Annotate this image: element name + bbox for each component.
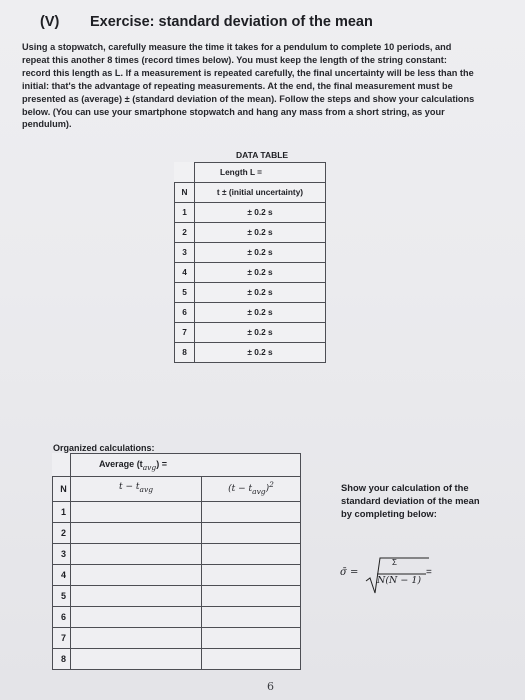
squared-deviation-cell[interactable]	[202, 565, 301, 586]
organized-calculations-table	[52, 453, 301, 670]
data-table-row	[175, 342, 326, 362]
time-measurement-cell[interactable]: ± 0.2 s	[195, 262, 326, 282]
time-measurement-cell[interactable]: ± 0.2 s	[195, 302, 326, 322]
deviation-cell[interactable]	[71, 502, 202, 523]
time-measurement-cell[interactable]: ± 0.2 s	[195, 222, 326, 242]
calc-row	[53, 628, 301, 649]
column-header-squared-deviation: $(t - t_{avg})^2$	[202, 477, 301, 502]
data-table-row	[175, 322, 326, 342]
row-number: 3	[175, 242, 195, 262]
data-table-row	[175, 262, 326, 282]
calc-row	[53, 502, 301, 523]
row-number: 3	[53, 544, 71, 565]
time-measurement-cell[interactable]: ± 0.2 s	[195, 282, 326, 302]
row-number: 2	[53, 523, 71, 544]
column-header-deviation: $t - t_{avg}$	[71, 477, 202, 502]
squared-deviation-cell[interactable]	[202, 523, 301, 544]
row-number: 6	[175, 302, 195, 322]
calc-row	[53, 649, 301, 670]
calc-row	[53, 565, 301, 586]
deviation-cell[interactable]	[71, 523, 202, 544]
row-number: 6	[53, 607, 71, 628]
row-number: 7	[53, 628, 71, 649]
formula-denominator: N(N − 1)	[377, 575, 422, 586]
row-number: 5	[53, 586, 71, 607]
calc-row	[53, 586, 301, 607]
time-measurement-cell[interactable]: ± 0.2 s	[195, 242, 326, 262]
data-table-row	[175, 202, 326, 222]
time-measurement-cell[interactable]: ± 0.2 s	[195, 342, 326, 362]
org-column-header-n: N	[53, 477, 71, 502]
row-number: 8	[175, 342, 195, 362]
formula-equals: =	[426, 567, 432, 578]
average-cell[interactable]: Average $(t_{avg})$ =	[71, 454, 301, 477]
row-number: 1	[175, 202, 195, 222]
time-measurement-cell[interactable]: ± 0.2 s	[195, 322, 326, 342]
length-label[interactable]: Length L =	[195, 163, 326, 183]
squared-deviation-cell[interactable]	[202, 502, 301, 523]
calc-row	[53, 607, 301, 628]
column-header-n: N	[175, 182, 195, 202]
data-table-row	[175, 302, 326, 322]
exercise-title: Exercise: standard deviation of the mean	[90, 14, 373, 30]
deviation-cell[interactable]	[71, 649, 202, 670]
row-number: 4	[175, 262, 195, 282]
squared-deviation-cell[interactable]	[202, 628, 301, 649]
deviation-cell[interactable]	[71, 586, 202, 607]
row-number: 4	[53, 565, 71, 586]
squared-deviation-cell[interactable]	[202, 544, 301, 565]
calc-row	[53, 544, 301, 565]
organized-calculations-title: Organized calculations:	[53, 443, 155, 453]
sd-mean-formula	[340, 555, 450, 595]
row-number: 5	[175, 282, 195, 302]
instructions-paragraph: Using a stopwatch, carefully measure the time it takes for a pendulum to complete 10 periods, and repeat this another 8 times (record times below). You must keep the length of the string constant: record this length as L. If a measurement is repeated carefully, the final uncertainty will be less than the initial: that's the advantage of repeating measurements. At the end, the final measurement must be presented as (average) ± (standard deviation of the mean). Follow the steps and show your calculations below. (You can use your smartphone stopwatch and hang any mass from a short string, as your pendulum).	[22, 42, 475, 130]
deviation-cell[interactable]	[71, 607, 202, 628]
time-measurement-cell[interactable]: ± 0.2 s	[195, 202, 326, 222]
squared-deviation-cell[interactable]	[202, 649, 301, 670]
data-table-row	[175, 242, 326, 262]
formula-numerator: Σ	[392, 558, 397, 567]
squared-deviation-cell[interactable]	[202, 607, 301, 628]
row-number: 7	[175, 322, 195, 342]
data-table-row	[175, 222, 326, 242]
data-table-title: DATA TABLE	[236, 150, 289, 160]
sd-instructions: Show your calculation of the standard deviation of the mean by completing below:	[341, 482, 480, 519]
row-number: 8	[53, 649, 71, 670]
squared-deviation-cell[interactable]	[202, 586, 301, 607]
sigma-bar-lhs: σ̄ =	[340, 567, 359, 578]
calc-row	[53, 523, 301, 544]
row-number: 2	[175, 222, 195, 242]
deviation-cell[interactable]	[71, 565, 202, 586]
column-header-time: t ± (initial uncertainty)	[195, 182, 326, 202]
data-table-row	[175, 282, 326, 302]
section-number: (V)	[40, 14, 60, 30]
data-table	[174, 162, 326, 363]
deviation-cell[interactable]	[71, 628, 202, 649]
row-number: 1	[53, 502, 71, 523]
page-number: 6	[267, 680, 274, 693]
deviation-cell[interactable]	[71, 544, 202, 565]
